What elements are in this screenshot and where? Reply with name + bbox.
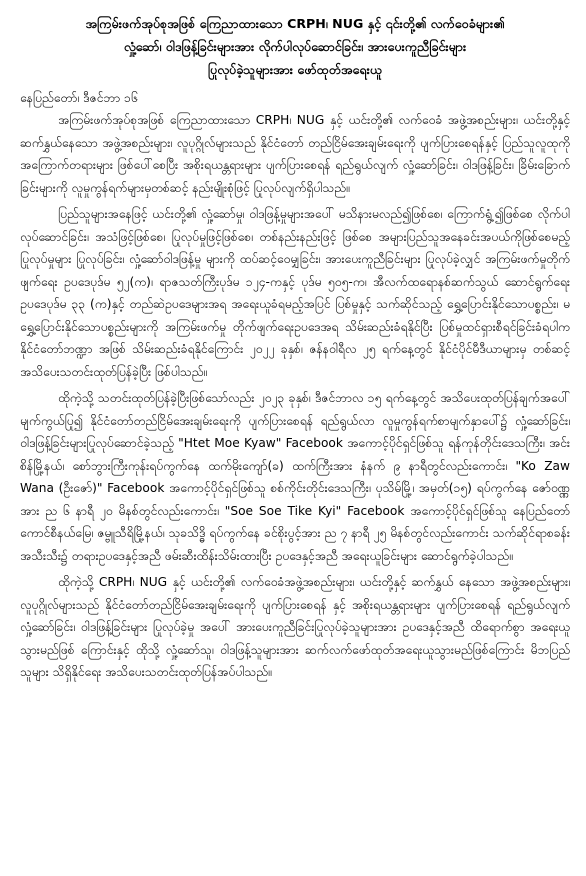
paragraph-2: ပြည်သူများအနေဖြင့် ယင်းတို့၏ လှုံ့ဆော်မှု၊ ဝါဒဖြန့်မှုများအပေါ် မသိနားမလည်၍ဖြစ်စေ၊ ကြောက်ရွံ့၍ဖြစ်စေ လိုက်ပါလုပ်ဆောင်ခြင်း၊ အသံဖြင့်ဖြစ်စေ၊ ပြုလုပ်မှုဖြင့်ဖြစ်စေ၊ တစ်နည်းနည်းဖြင့် ဖြစ်စေ အများပြည်သူအနေခင်းအပယ်ကိုဖြစ်စေမည့် ပြုလုပ်မှုများ ပြုလုပ်ခြင်း၊ လှုံ့ဆော်ဝါဒဖြန့်မှု များကို ထပ်ဆင့်ဝေမျှခြင်း၊ အားပေးကူညီခြင်းများ ပြုလုပ်ခဲ့လျှင် အကြမ်းဖက်မှုတိုက်ဖျက်ရေး ဥပဒေပုဒ်မ ၅၂(က)၊ ရာဇသတ်ကြီးပုဒ်မ ၁၂၄-ကနှင့် ပုဒ်မ ၅၀၅-က၊ အီလက်ထရောနစ်ဆက်သွယ် ဆောင်ရွက်ရေးဥပဒေပုဒ်မ ၃၃ (က)နှင့် တည်ဆဲဥပဒေများအရ အရေးယူခံရမည့်အပြင် ပြစ်မှုနှင့် သက်ဆိုင်သည့် ရွှေ့ပြောင်းနိုင်သောပစ္စည်း၊ မရွှေ့ပြောင်းနိုင်သောပစ္စည်းများကို အကြမ်းဖက်မှု တိုက်ဖျက်ရေးဥပဒေအရ သိမ်းဆည်းခံရနိုင်ပြီး ပြစ်မှုထင်ရှားစီရင်ခြင်းခံရပါက နိုင်ငံတော်ဘဏ္ဍာ အဖြစ် သိမ်းဆည်းခံရနိုင်ကြောင်း ၂၀၂၂ ခုနှစ်၊ ဇန်နဝါရီလ ၂၅ ရက်နေ့တွင် နိုင်ငံပိုင်မီဒီယာများမှ တစ်ဆင့် အသိပေးသတင်းထုတ်ပြန်ခဲ့ပြီး ဖြစ်ပါသည်။ (20, 207, 570, 379)
paragraph-1: အကြမ်းဖက်အုပ်စုအဖြစ် ကြေညာထားသော CRPH၊ NUG နှင့် ယင်းတို့၏ လက်ဝေခံ အဖွဲ့အစည်းများ၊ ယင်းတို့နှင့် ဆက်နွှယ်နေသော အဖွဲ့အစည်းများ၊ လူပုဂ္ဂိုလ်များသည် နိုင်ငံတော် တည်ငြိမ်အေးချမ်းရေးကို ပျက်ပြားစေရန်နှင့် ပြည်သူလူထုကို အကြောက်တရားများ ဖြစ်ပေါ်စေပြီး အစိုးရယန္တရားများ ပျက်ပြားစေရန် ရည်ရွယ်လျက် လှုံ့ဆော်ခြင်း၊ ဝါဒဖြန့်ခြင်း၊ ခြိမ်းခြောက်ခြင်းများကို လူမှုကွန်ရက်များမှတစ်ဆင့် နည်းမျိုးစုံဖြင့် ပြုလုပ်လျက်ရှိပါသည်။ (20, 113, 570, 195)
headline-line-1: အကြမ်းဖက်အုပ်စုအဖြစ် ကြေညာထားသော CRPH၊ NUG နှင့် ၎င်းတို့၏ လက်ဝေခံများ၏ (85, 16, 505, 31)
headline (20, 12, 570, 81)
headline-line-3: ပြုလုပ်ခဲ့သူများအား ဖော်ထုတ်အရေးယူ (207, 62, 383, 77)
paragraph-4: ထိုကဲ့သို့ CRPH၊ NUG နှင့် ယင်းတို့၏ လက်ဝေခံအဖွဲ့အစည်းများ၊ ယင်းတို့နှင့် ဆက်နွှယ် နေသော အဖွဲ့အစည်းများ၊ လူပုဂ္ဂိုလ်များသည် နိုင်ငံတော်တည်ငြိမ်အေးချမ်းရေးကို ပျက်ပြားစေရန် နှင့် အစိုးရယန္တရားများ ပျက်ပြားစေရန် ရည်ရွယ်လျက် လှုံ့ဆော်ခြင်း၊ ဝါဒဖြန့်ခြင်းများ ပြုလုပ်ခဲ့မှု အပေါ် အားပေးကူညီခြင်းပြုလုပ်ခဲ့သူများအား ဥပဒေနှင့်အညီ ထိရောက်စွာ အရေးယူသွားမည်ဖြစ် ကြောင်းနှင့် ထိုသို့ လှုံ့ဆော်သူ၊ ဝါဒဖြန့်သူများအား ဆက်လက်ဖော်ထုတ်အရေးယူသွားမည်ဖြစ်ကြောင်း မိဘပြည်သူများ သိရှိနိုင်ရေး အသိပေးသတင်းထုတ်ပြန်အပ်ပါသည်။ (20, 575, 570, 679)
paragraph-3: ထိုကဲ့သို့ သတင်းထုတ်ပြန်ခဲ့ပြီးဖြစ်သော်လည်း ၂၀၂၃ ခုနှစ်၊ ဒီဇင်ဘာလ ၁၅ ရက်နေ့တွင် အသိပေးထုတ်ပြန်ချက်အပေါ် မျက်ကွယ်ပြု၍ နိုင်ငံတော်တည်ငြိမ်အေးချမ်းရေးကို ပျက်ပြားစေရန် ရည်ရွယ်လာ လူမှုကွန်ရက်စာမျက်နှာပေါ်၌ လှုံ့ဆော်ခြင်း၊ ဝါဒဖြန့်ခြင်းများပြုလုပ်ဆောင်ခဲ့သည့် "Htet Moe Kyaw" Facebook အကောင့်ပိုင်ရှင်ဖြစ်သူ ရန်ကုန်တိုင်းဒေသကြီး၊ အင်းစိန်မြို့နယ်၊ စော်ဘွားကြီးကုန်းရပ်ကွက်နေ ထက်မိုးကျော်(ခ) ထက်ကြီးအား နံနက် ၉ နာရီတွင်လည်းကောင်း၊ "Ko Zaw Wana (ဦးဇော်)" Facebook အကောင့်ပိုင်ရှင်ဖြစ်သူ စစ်ကိုင်းတိုင်းဒေသကြီး၊ ပုသိမ်မြို့၊ အမှတ်(၁၅) ရပ်ကွက်နေ ဇော်ဝဏ္ဏအား ည ၆ နာရီ ၂၀ မိနစ်တွင်လည်းကောင်း၊ "Soe Soe Tike Kyi" Facebook အကောင့်ပိုင်ရှင်ဖြစ်သူ နေပြည်တော်ကောင်စီနယ်မြေ၊ ဇမ္ဗူသီရိမြို့နယ်၊ သုခသိဒ္ဓိ ရပ်ကွက်နေ ခင်စိုးပွင့်အား ည ၇ နာရီ ၂၅ မိနစ်တွင်လည်းကောင်း သက်ဆိုင်ရာစခန်းအသီးသီး၌ တရားဥပဒေနှင့်အညီ ဖမ်းဆီးထိန်းသိမ်းထားပြီး ဥပဒေနှင့်အညီ အရေးယူခြင်းများ ဆောင်ရွက်ခဲ့ပါသည်။ (20, 391, 570, 563)
headline-line-2: လှုံ့ဆော်၊ ဝါဒဖြန့်ခြင်းများအား လိုက်ပါလုပ်ဆောင်ခြင်း၊ အားပေးကူညီခြင်းများ (123, 39, 467, 54)
dateline: နေပြည်တော်၊ ဒီဇင်ဘာ ၁၆ (20, 91, 138, 105)
